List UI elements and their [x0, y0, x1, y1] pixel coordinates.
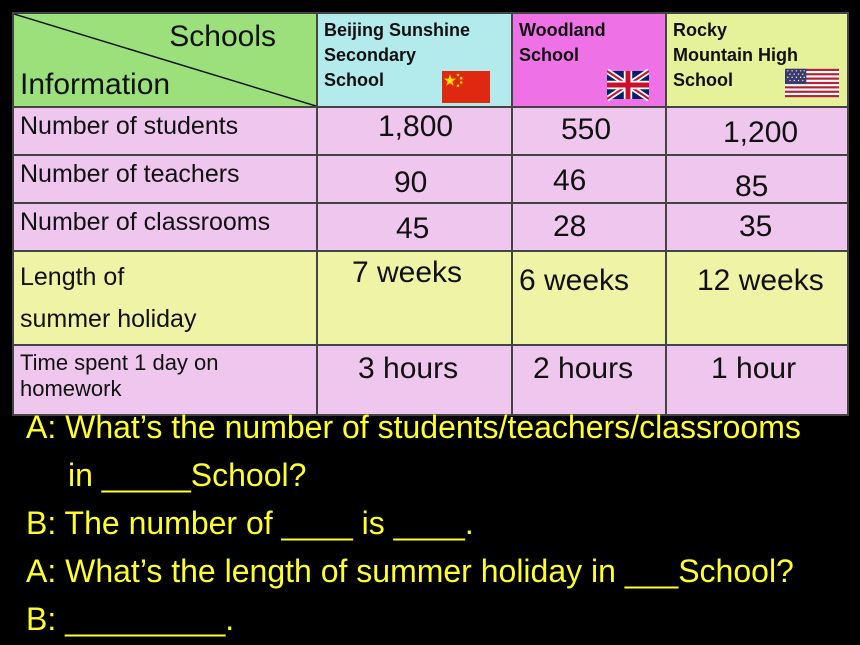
row-label: Number of teachers: [13, 155, 317, 203]
homework-rocky-value: 1 hour: [711, 352, 797, 385]
teachers-woodland-value: 46: [553, 164, 587, 197]
header-rocky-mountain: [666, 13, 848, 107]
value-cell: [512, 107, 666, 155]
china-flag-icon: [442, 70, 490, 104]
usa-flag-icon: [785, 64, 839, 102]
school-info-table: [12, 12, 849, 416]
teachers-rocky-value: 85: [735, 170, 769, 203]
value-cell: [512, 203, 666, 251]
row-label-line: Time spent 1 day on: [20, 350, 219, 375]
value-cell: [512, 251, 666, 345]
value-cell: [317, 251, 512, 345]
school-name-line: Beijing Sunshine: [324, 20, 471, 40]
school-name-line: Rocky: [673, 20, 728, 40]
school-name-line: Woodland: [519, 20, 606, 40]
value-cell: [512, 155, 666, 203]
students-rocky-value: 1,200: [723, 116, 799, 149]
classrooms-rocky-value: 35: [739, 210, 773, 243]
value-cell: [317, 203, 512, 251]
classrooms-beijing-value: 45: [396, 212, 430, 245]
holiday-beijing-value: 7 weeks: [352, 256, 463, 289]
holiday-rocky-value: 12 weeks: [697, 264, 824, 297]
dialogue-line-1: A: What’s the number of students/teachers/classrooms: [26, 409, 801, 445]
students-beijing-value: 1,800: [378, 110, 454, 143]
value-cell: [666, 155, 848, 203]
corner-information-label: Information: [20, 68, 171, 101]
value-cell: [512, 345, 666, 415]
homework-woodland-value: 2 hours: [533, 352, 634, 385]
corner-schools-label: Schools: [169, 20, 276, 53]
school-name-line: School: [673, 70, 734, 90]
row-label: [13, 251, 317, 345]
students-woodland-value: 550: [561, 113, 612, 146]
teachers-beijing-value: 90: [394, 166, 428, 199]
row-label: Number of students: [13, 107, 317, 155]
dialogue-line-2: in _____School?: [68, 457, 307, 493]
homework-beijing-value: 3 hours: [358, 352, 459, 385]
row-label: [13, 345, 317, 415]
value-cell: [317, 345, 512, 415]
value-cell: [666, 345, 848, 415]
corner-header-cell: [13, 13, 317, 107]
school-name-line: Mountain High: [673, 45, 798, 65]
row-label-line: homework: [20, 376, 122, 401]
classrooms-woodland-value: 28: [553, 210, 587, 243]
holiday-woodland-value: 6 weeks: [519, 264, 630, 297]
value-cell: [666, 203, 848, 251]
school-name-line: Secondary: [324, 45, 417, 65]
dialogue-line-5: B: _________.: [26, 601, 235, 637]
row-classrooms: [13, 203, 848, 251]
header-woodland: [512, 13, 666, 107]
row-summer-holiday: [13, 251, 848, 345]
school-name-line: School: [324, 70, 385, 90]
row-label: Number of classrooms: [13, 203, 317, 251]
school-name-line: School: [519, 45, 580, 65]
header-beijing-sunshine: [317, 13, 512, 107]
row-label-line: summer holiday: [20, 305, 197, 333]
row-label-line: Length of: [20, 263, 125, 291]
dialogue-line-4: A: What’s the length of summer holiday in ___School?: [26, 553, 794, 589]
value-cell: [666, 107, 848, 155]
value-cell: [666, 251, 848, 345]
value-cell: [317, 155, 512, 203]
row-students: [13, 107, 848, 155]
uk-flag-icon: [607, 66, 649, 104]
value-cell: [317, 107, 512, 155]
dialogue-line-3: B: The number of ____ is ____.: [26, 505, 474, 541]
row-teachers: [13, 155, 848, 203]
row-homework: [13, 345, 848, 415]
